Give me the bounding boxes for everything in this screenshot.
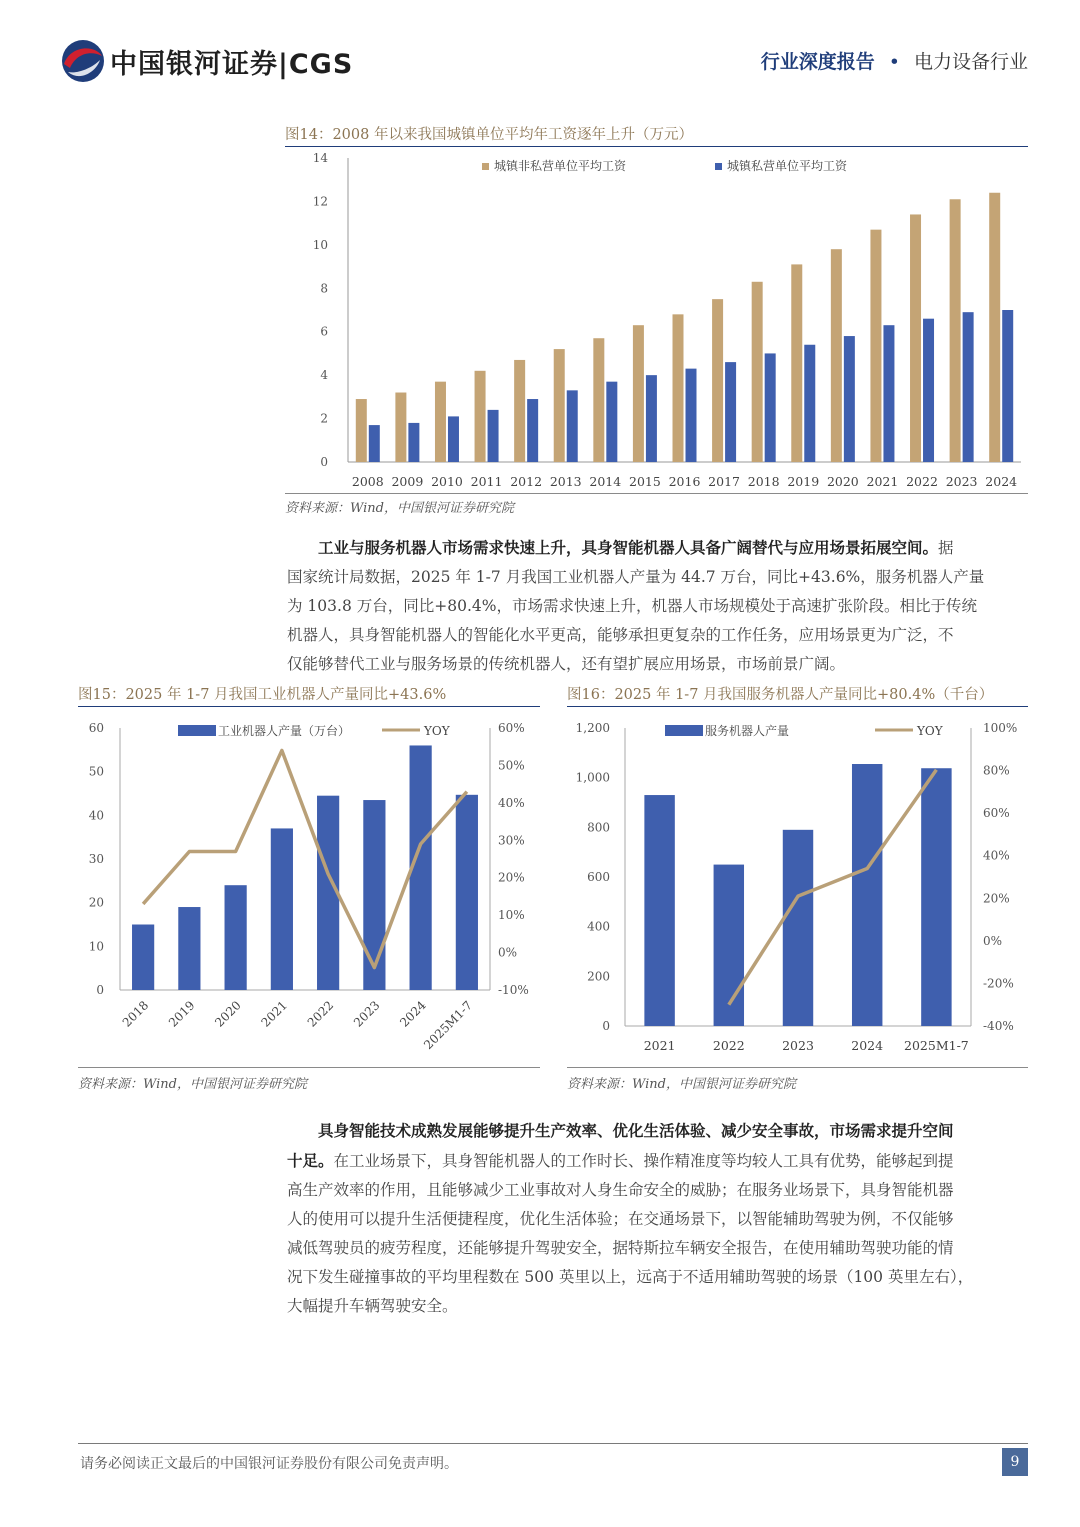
x-tick-label: 2020 [212,998,244,1030]
paragraph-2 [287,1116,1029,1321]
bar-private [883,325,894,462]
x-tick-label: 2023 [782,1038,814,1053]
bar-non-private [633,325,644,462]
bar-non-private [910,214,921,462]
bar-non-private [395,393,406,462]
header-separator: • [888,51,900,73]
bar-non-private [752,282,763,462]
legend-swatch-bar [178,725,216,736]
bar-private [1002,310,1013,462]
left-tick-label: 50 [88,764,104,779]
paragraph-2-line: 况下发生碰撞事故的平均里程数在 500 英里以上，远高于不适用辅助驾驶的场景（100 英里左右）， [287,1268,974,1286]
bar-non-private [356,399,367,462]
left-tick-label: 400 [587,919,610,934]
legend-label: 城镇非私营单位平均工资 [494,159,627,173]
right-tick-label: 30% [498,833,525,848]
left-tick-label: 60 [88,721,104,735]
bar-non-private [435,382,446,462]
logo-mark-icon [60,38,106,84]
bar-non-private [593,338,604,462]
bar-private [606,382,617,462]
right-tick-label: 50% [498,758,525,773]
x-tick-label: 2021 [866,474,899,489]
right-tick-label: 100% [983,721,1018,735]
bar-non-private [475,371,486,462]
figure16-chart [567,708,1028,1066]
x-tick-label: 2020 [826,474,859,489]
paragraph-2-line: 高生产效率的作用，且能够减少工业事故对人身生命安全的威胁；在服务业场景下，具身智能机器 [287,1181,954,1199]
right-tick-label: 20% [498,870,525,885]
right-tick-label: -40% [983,1019,1014,1033]
legend-label-bar: 服务机器人产量 [705,724,790,738]
paragraph-2-lead-1: 具身智能技术成熟发展能够提升生产效率、优化生活体验、减少安全事故，市场需求提升空间 [318,1121,954,1140]
right-tick-label: -20% [983,976,1014,991]
x-tick-label: 2011 [470,474,503,489]
x-tick-label: 2022 [304,998,337,1030]
x-tick-label: 2019 [787,474,820,489]
figure16-bottom-rule [567,1067,1028,1068]
x-tick-label: 2018 [119,998,152,1030]
bar-private [527,399,538,462]
figure16-top-rule [567,706,1028,707]
right-tick-label: 60% [983,806,1010,821]
figure15-top-rule [78,706,540,707]
x-tick-label: 2022 [712,1038,745,1053]
bar-private [923,319,934,462]
y-tick-label: 4 [320,368,328,383]
figure14-title: 图14：2008 年以来我国城镇单位平均年工资逐年上升（万元） [285,127,693,143]
bar [271,828,293,990]
x-tick-label: 2013 [549,474,582,489]
y-tick-label: 8 [320,281,328,296]
x-tick-label: 2023 [350,998,383,1030]
paragraph-1 [287,533,1029,679]
x-tick-label: 2023 [945,474,978,489]
x-tick-label: 2021 [258,998,290,1030]
figure16-source: 资料来源：Wind，中国银河证券研究院 [567,1077,796,1092]
legend-swatch [715,163,722,170]
bar-non-private [870,230,881,462]
paragraph-1-line: 据 [938,539,954,557]
bar-private [488,410,499,462]
x-tick-label: 2017 [708,474,740,489]
left-tick-label: 800 [587,820,610,835]
paragraph-1-line: 为 103.8 万台，同比+80.4%，市场需求快速上升，机器人市场规模处于高速扩张阶段。相比于传统 [287,597,977,615]
right-tick-label: 80% [983,763,1010,778]
x-tick-label: 2021 [643,1038,676,1053]
x-tick-label: 2010 [431,474,463,489]
figure15-source: 资料来源：Wind，中国银河证券研究院 [78,1077,307,1092]
y-tick-label: 6 [320,324,328,339]
bar [783,830,813,1026]
bar-private [963,312,974,462]
paragraph-2-line: 减低驾驶员的疲劳程度，还能够提升驾驶安全，据特斯拉车辆安全报告，在使用辅助驾驶功能的情 [287,1239,954,1257]
left-tick-label: 600 [587,870,610,884]
x-tick-label: 2012 [510,474,543,489]
bar-private [725,362,736,462]
figure14-chart [285,148,1028,492]
x-tick-label: 2024 [985,474,1018,489]
x-tick-label: 2015 [629,474,661,489]
bar [132,925,154,991]
bar [178,907,200,990]
x-tick-label: 2025M1-7 [904,1038,969,1053]
figure14-source: 资料来源：Wind，中国银河证券研究院 [285,501,514,516]
bar-non-private [791,264,802,462]
bar-private [844,336,855,462]
footer-disclaimer: 请务必阅读正文最后的中国银河证券股份有限公司免责声明。 [80,1456,458,1472]
left-tick-label: 40 [88,808,104,823]
x-tick-label: 2018 [747,474,780,489]
y-tick-label: 12 [312,194,328,209]
figure16-title: 图16：2025 年 1-7 月我国服务机器人产量同比+80.4%（千台） [567,687,994,703]
bar-non-private [673,314,684,462]
bar-non-private [950,199,961,462]
logo-text: 中国银河证券|CGS [110,49,354,80]
bar-private [646,375,657,462]
legend-swatch-bar [665,725,703,736]
left-tick-label: 1,200 [575,721,610,735]
left-tick-label: 10 [88,939,104,954]
y-tick-label: 14 [312,151,328,165]
figure14-top-rule [285,146,1028,147]
left-tick-label: 0 [602,1019,610,1033]
legend-label-line: YOY [424,724,450,738]
bar-private [686,369,697,462]
bar [852,764,882,1026]
bar [363,800,385,990]
industry-name: 电力设备行业 [913,51,1028,73]
x-tick-label: 2025M1-7 [421,998,475,1053]
x-tick-label: 2024 [397,998,429,1030]
bar [456,795,478,990]
left-tick-label: 200 [587,969,610,984]
bar-private [369,425,380,462]
bar [644,795,674,1026]
legend-label-bar: 工业机器人产量（万台） [218,724,351,738]
legend-label-line: YOY [917,724,943,738]
x-tick-label: 2009 [391,474,424,489]
bar-private [448,416,459,462]
x-tick-label: 2019 [165,998,198,1030]
x-tick-label: 2022 [906,474,938,489]
yoy-line [729,770,937,1005]
left-tick-label: 20 [88,895,104,910]
legend-swatch [482,163,489,170]
paragraph-2-line: 人的使用可以提升生活便捷程度，优化生活体验；在交通场景下，以智能辅助驾驶为例，不仅能够 [287,1210,954,1228]
figure15-bottom-rule [78,1067,540,1068]
left-tick-label: 0 [96,983,104,997]
right-tick-label: 60% [498,721,525,735]
bar-non-private [989,193,1000,462]
bar-non-private [712,299,723,462]
figure14-bottom-rule [285,493,1028,494]
bar-private [765,353,776,462]
y-tick-label: 10 [312,237,328,252]
bar-private [567,390,578,462]
paragraph-2-lead-2: 十足。 [287,1151,334,1170]
bar-non-private [831,249,842,462]
paragraph-1-line: 仅能够替代工业与服务场景的传统机器人，还有望扩展应用场景，市场前景广阔。 [287,655,846,673]
right-tick-label: -10% [498,983,529,997]
x-tick-label: 2024 [851,1038,884,1053]
figure15-title: 图15：2025 年 1-7 月我国工业机器人产量同比+43.6% [78,687,447,703]
left-tick-label: 30 [88,852,104,866]
right-tick-label: 0% [498,945,518,960]
paragraph-2-line: 大幅提升车辆驾驶安全。 [287,1297,458,1315]
y-tick-label: 2 [320,411,328,426]
page-number: 9 [1002,1448,1028,1476]
bar-non-private [554,349,565,462]
bar-private [408,423,419,462]
bar [225,885,247,990]
header-right [761,47,1028,74]
left-tick-label: 1,000 [575,770,610,785]
company-logo [60,38,360,84]
bar [921,768,951,1026]
paragraph-1-line: 机器人，具身智能机器人的智能化水平更高，能够承担更复杂的工作任务，应用场景更为广泛，不 [287,626,954,644]
report-type: 行业深度报告 [760,51,875,73]
paragraph-1-lead: 工业与服务机器人市场需求快速上升，具身智能机器人具备广阔替代与应用场景拓展空间。 [318,538,939,557]
paragraph-2-line: 在工业场景下，具身智能机器人的工作时长、操作精准度等均较人工具有优势，能够起到提 [333,1152,954,1170]
bar-private [804,345,815,462]
right-tick-label: 10% [498,908,525,923]
bar-non-private [514,360,525,462]
paragraph-1-line: 国家统计局数据，2025 年 1-7 月我国工业机器人产量为 44.7 万台，同比+43.6%，服务机器人产量 [287,568,985,586]
y-tick-label: 0 [320,455,328,469]
figure15-chart [78,708,540,1066]
x-tick-label: 2008 [351,474,384,489]
right-tick-label: 0% [983,933,1003,948]
x-tick-label: 2016 [668,474,701,489]
legend-label: 城镇私营单位平均工资 [727,159,848,173]
x-tick-label: 2014 [589,474,622,489]
right-tick-label: 40% [498,795,525,810]
footer-rule [78,1443,1028,1444]
right-tick-label: 20% [983,891,1010,906]
right-tick-label: 40% [983,848,1010,863]
